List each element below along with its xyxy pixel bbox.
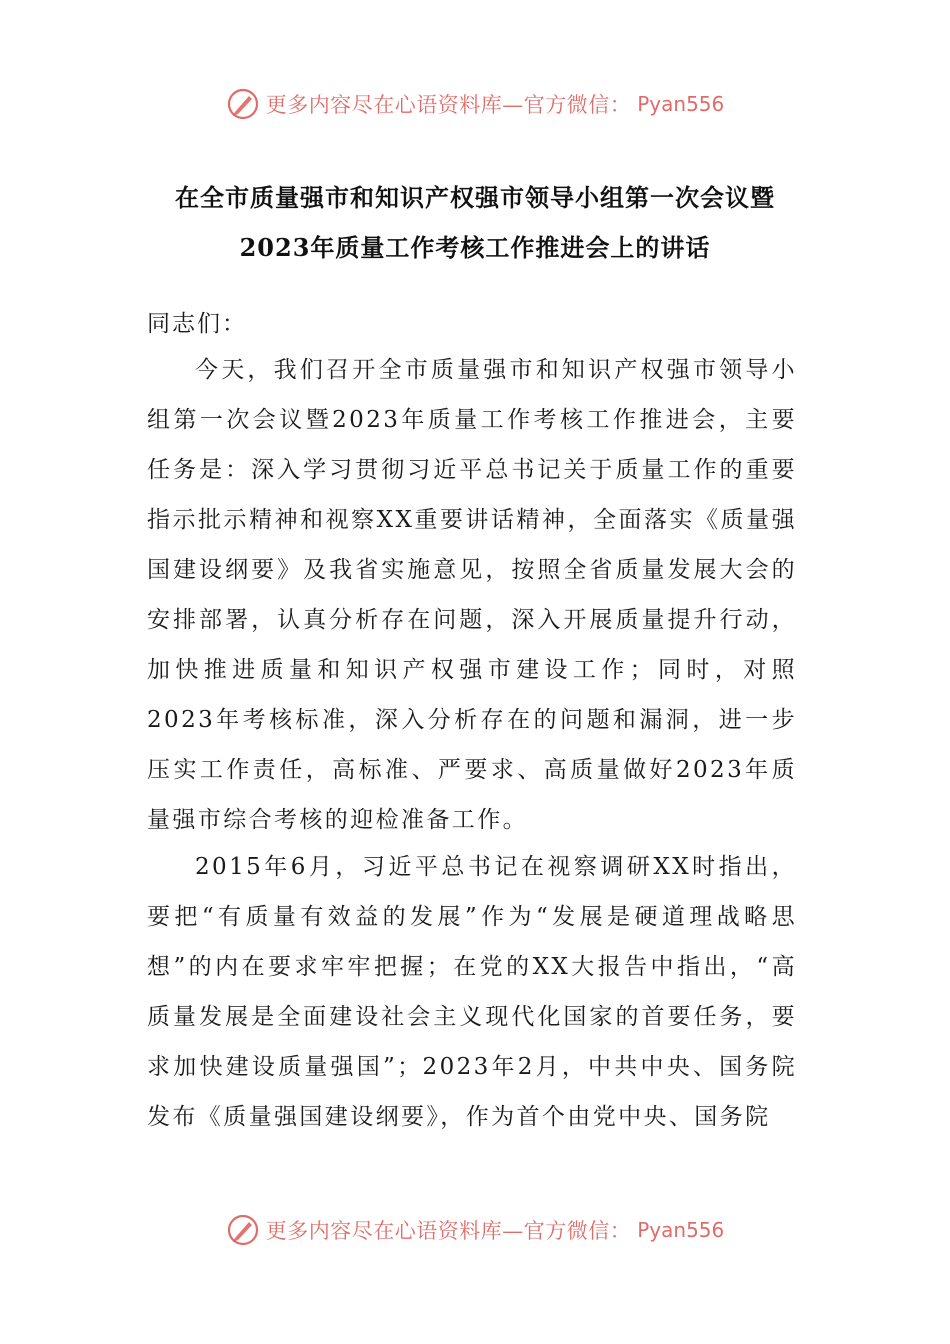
- watermark-wechat-id: Pyan556: [637, 1218, 725, 1242]
- paragraph-1: 今天，我们召开全市质量强市和知识产权强市领导小组第一次会议暨2023年质量工作考核工作推进会，主要任务是：深入学习贯彻习近平总书记关于质量工作的重要指示批示精神和视察XX重要讲话精神，全面落实《质量强国建设纲要》及我省实施意见，按照全省质量发展大会的安排部署，认真分析存在问题，深入开展质量提升行动，加快推进质量和知识产权强市建设工作；同时，对照2023年考核标准，深入分析存在的问题和漏洞，进一步压实工作责任，高标准、严要求、高质量做好2023年质量强市综合考核的迎检准备工作。: [147, 357, 797, 833]
- paragraph-2: 2015年6月，习近平总书记在视察调研XX时指出，要把“有质量有效益的发展”作为“发展是硬道理战略思想”的内在要求牢牢把握；在党的XX大报告中指出，“高质量发展是全面建设社会主义现代化国家的首要任务，要求加快建设质量强国”；2023年2月，中共中央、国务院发布《质量强国建设纲要》，作为首个由党中央、国务院: [147, 854, 797, 1130]
- pen-logo-icon: [226, 1213, 260, 1247]
- watermark-text: 更多内容尽在心语资料库—官方微信：: [265, 93, 632, 117]
- watermark-wechat-id: Pyan556: [637, 92, 725, 116]
- document-title-line-2: 2023年质量工作考核工作推进会上的讲话: [239, 233, 711, 262]
- header-watermark: [0, 82, 950, 126]
- footer-watermark: [0, 1208, 950, 1252]
- watermark-text: 更多内容尽在心语资料库—官方微信：: [265, 1219, 632, 1243]
- document-title-line-1: 在全市质量强市和知识产权强市领导小组第一次会议暨: [175, 183, 775, 212]
- pen-logo-icon: [226, 87, 260, 121]
- salutation: 同志们：: [147, 311, 247, 337]
